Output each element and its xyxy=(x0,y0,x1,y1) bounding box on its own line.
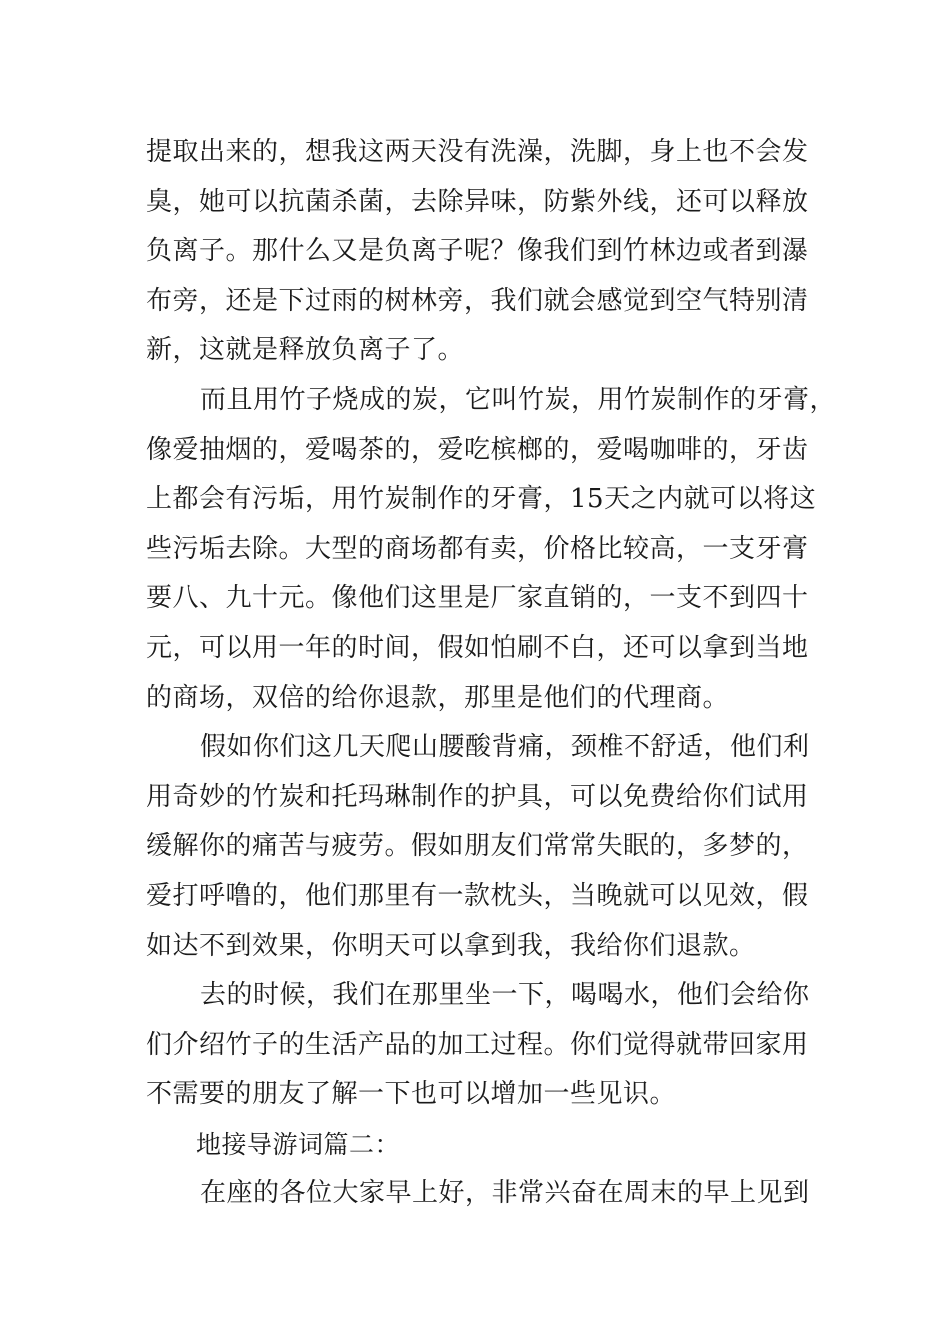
text-line: 爱打呼噜的，他们那里有一款枕头，当晚就可以见效，假 xyxy=(146,880,809,911)
text-line: 负离子。那什么又是负离子呢？像我们到竹林边或者到瀑 xyxy=(146,236,809,267)
text-line: 新，这就是释放负离子了。 xyxy=(146,335,465,366)
text-line: 些污垢去除。大型的商场都有卖，价格比较高，一支牙膏 xyxy=(146,533,809,564)
text-line: 用奇妙的竹炭和托玛琳制作的护具，可以免费给你们试用 xyxy=(146,781,809,812)
text-line: 元，可以用一年的时间，假如怕刷不白，还可以拿到当地 xyxy=(146,632,809,663)
text-line: 缓解你的痛苦与疲劳。假如朋友们常常失眠的，多梦的， xyxy=(146,831,809,862)
text-line: 不需要的朋友了解一下也可以增加一些见识。 xyxy=(146,1079,677,1110)
paragraph-start-line: 而且用竹子烧成的炭，它叫竹炭，用竹炭制作的牙膏， xyxy=(200,384,837,415)
document-body xyxy=(146,128,836,1219)
text-line: 要八、九十元。像他们这里是厂家直销的，一支不到四十 xyxy=(146,583,809,614)
paragraph-start-line: 在座的各位大家早上好，非常兴奋在周末的早上见到 xyxy=(200,1178,810,1209)
text-line: 臭，她可以抗菌杀菌，去除异味，防紫外线，还可以释放 xyxy=(146,186,809,217)
text-line: 布旁，还是下过雨的树林旁，我们就会感觉到空气特别清 xyxy=(146,285,809,316)
text-line: 提取出来的，想我这两天没有洗澡，洗脚，身上也不会发 xyxy=(146,137,809,167)
paragraph-start-line: 去的时候，我们在那里坐一下，喝喝水，他们会给你 xyxy=(200,980,810,1011)
text-line: 的商场，双倍的给你退款，那里是他们的代理商。 xyxy=(146,682,730,713)
text-line: 如达不到效果，你明天可以拿到我，我给你们退款。 xyxy=(146,930,756,961)
paragraph-start-line: 假如你们这几天爬山腰酸背痛，颈椎不舒适，他们利 xyxy=(200,732,810,763)
text-line: 上都会有污垢，用竹炭制作的牙膏，15天之内就可以将这 xyxy=(146,484,817,515)
text-line: 像爱抽烟的，爱喝茶的，爱吃槟榔的，爱喝咖啡的，牙齿 xyxy=(146,434,809,465)
section-heading: 地接导游词篇二： xyxy=(196,1129,401,1159)
text-line: 们介绍竹子的生活产品的加工过程。你们觉得就带回家用 xyxy=(146,1029,809,1060)
